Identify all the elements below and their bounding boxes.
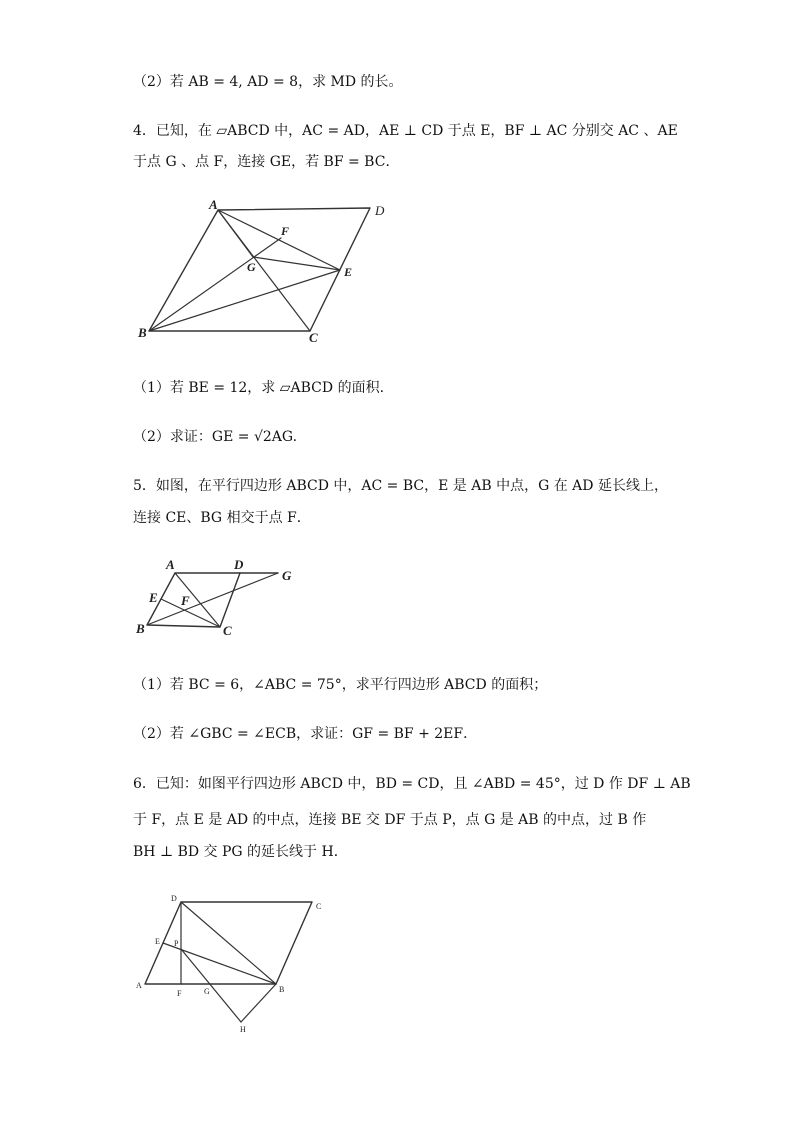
q4-segment-ag — [218, 210, 253, 257]
q4-label-d: D — [375, 203, 385, 218]
q6-stem-line1: 6．已知：如图平行四边形 ABCD 中，BD = CD，且 ∠ABD = 45°，过 D 作 DF ⊥ AB — [133, 776, 691, 792]
q5-label-b: B — [136, 621, 145, 636]
q5-label-g: G — [282, 568, 292, 583]
q4-segment-be — [149, 270, 340, 331]
q6-label-c: C — [316, 902, 322, 911]
q3-part2: （2）若 AB = 4, AD = 8，求 MD 的长。 — [133, 74, 403, 90]
q5-stem-line2: 连接 CE、BG 相交于点 F． — [133, 510, 311, 526]
q4-segment-bf — [149, 238, 281, 331]
q5-figure — [130, 553, 305, 648]
q4-label-g: G — [247, 260, 256, 274]
q5-label-f: F — [181, 593, 190, 608]
q4-label-b: B — [138, 325, 147, 340]
q5-label-d: D — [234, 557, 244, 572]
q6-label-a: A — [136, 981, 142, 990]
q4-label-c: C — [309, 330, 318, 345]
q6-segment-bd — [181, 902, 276, 984]
q6-label-h: H — [240, 1025, 246, 1034]
q6-segment-be — [163, 943, 276, 984]
q5-segment-ce — [161, 599, 220, 627]
q5-stem-line1: 5．如图，在平行四边形 ABCD 中，AC = BC，E 是 AB 中点，G 在 AD 延长线上， — [133, 478, 668, 494]
q5-part2: （2）若 ∠GBC = ∠ECB，求证：GF = BF + 2EF． — [133, 726, 478, 742]
q6-stem-line2: 于 F，点 E 是 AD 的中点，连接 BE 交 DF 于点 P，点 G 是 AB 的中点，过 B 作 — [133, 812, 647, 828]
q6-label-g: G — [204, 987, 210, 996]
q4-label-a: A — [209, 197, 218, 212]
q6-figure — [130, 888, 340, 1038]
q4-label-e: E — [344, 265, 353, 279]
q6-label-p: P — [174, 939, 179, 948]
q5-label-e: E — [149, 590, 158, 605]
q6-stem-line3: BH ⊥ BD 交 PG 的延长线于 H． — [133, 844, 348, 860]
q6-label-e: E — [155, 937, 160, 946]
q5-label-c: C — [223, 623, 232, 638]
q4-part1: （1）若 BE = 12，求 ▱ABCD 的面积. — [133, 380, 385, 396]
q5-label-a: A — [166, 557, 175, 572]
q6-label-f: F — [177, 989, 182, 998]
q5-part1: （1）若 BC = 6，∠ABC = 75°，求平行四边形 ABCD 的面积； — [133, 677, 548, 693]
q4-figure — [135, 195, 385, 345]
q4-stem-line2: 于点 G 、点 F，连接 GE，若 BF = BC． — [133, 154, 400, 170]
q4-label-f: F — [281, 224, 290, 238]
q6-label-d: D — [171, 894, 177, 903]
q6-label-b: B — [279, 985, 285, 994]
q4-part2: （2）求证：GE = √2AG. — [133, 429, 298, 445]
q4-stem-line1: 4．已知，在 ▱ABCD 中，AC = AD，AE ⊥ CD 于点 E，BF ⊥ AC 分别交 AC 、AE — [133, 123, 678, 139]
q6-segment-bh — [241, 984, 276, 1022]
